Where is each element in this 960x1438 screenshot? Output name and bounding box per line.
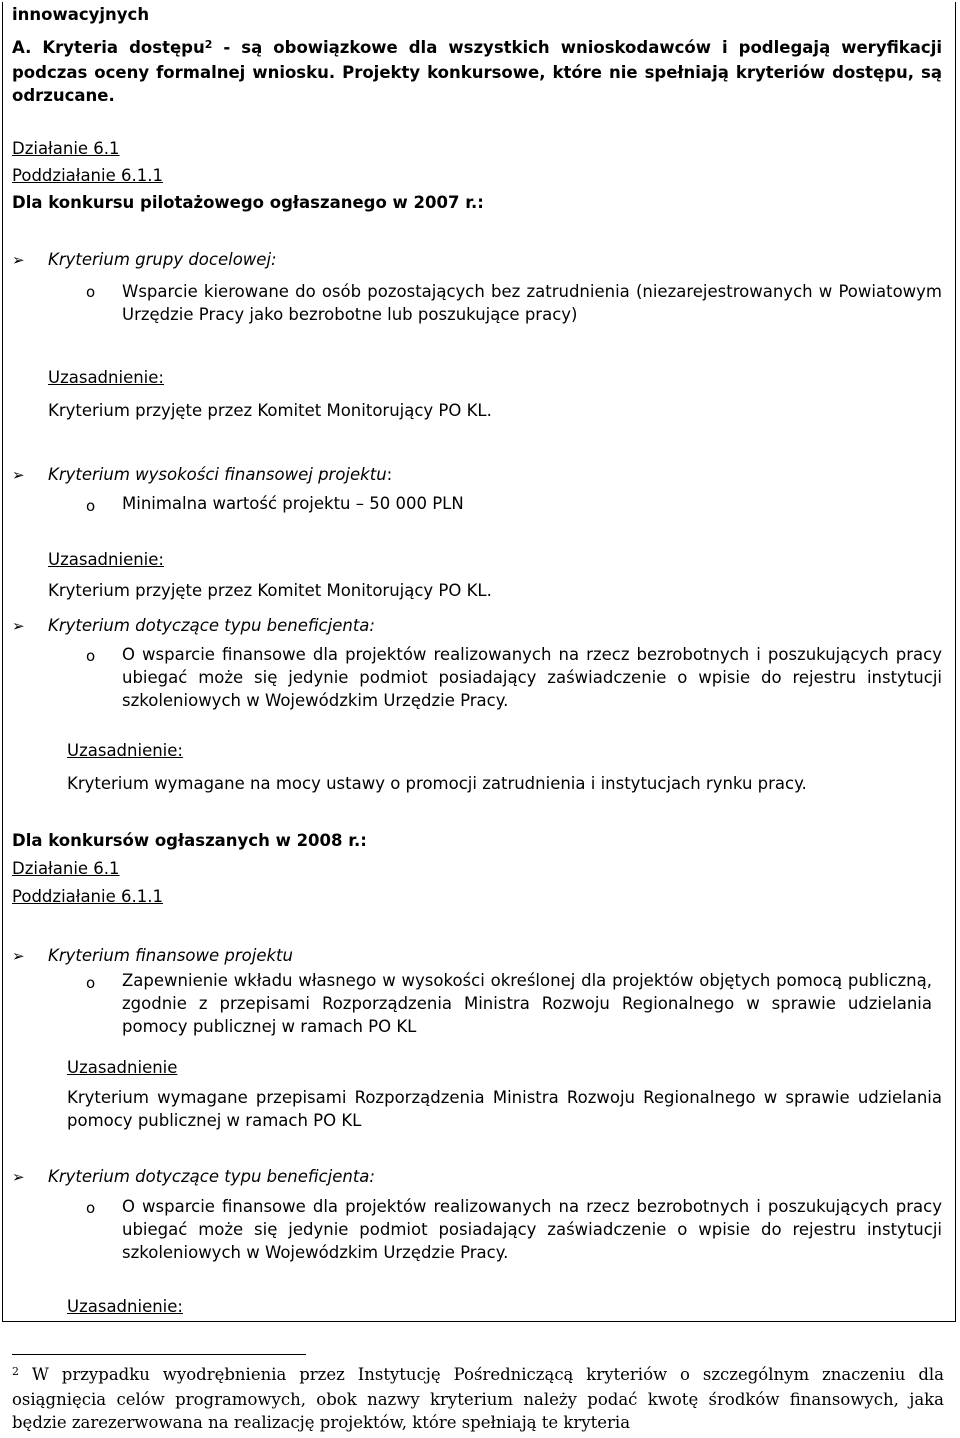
footnote-number: 2 [12, 1365, 19, 1378]
section-title-2008: Dla konkursów ogłaszanych w 2008 r.: [12, 831, 367, 850]
criterion-item-grupy-docelowej: Wsparcie kierowane do osób pozostających bez zatrudnienia (niezarejestrowanych w Powiatowym Urzędzie Pracy jako bezrobotne lub poszukujące pracy) [122, 282, 942, 324]
circle-bullet-icon: o [86, 974, 96, 992]
kryteria-dostepu-paragraph [12, 36, 942, 107]
uzasadnienie-label: Uzasadnienie: [67, 1297, 183, 1316]
criterion-title-typu-beneficjenta: Kryterium dotyczące typu beneficjenta: [48, 616, 375, 635]
criterion-title-wysokosci-finansowej: Kryterium wysokości finansowej projektu: [48, 465, 393, 484]
footnote-ref-2: 2 [204, 38, 213, 51]
criterion-item-wklad-wlasny: Zapewnienie wkładu własnego w wysokości określonej dla projektów objętych pomocą publiczną, zgodnie z przepisami Rozporządzenia Ministra Rozwoju Regionalnego w sprawie udzielania pomocy publicznej w ramach PO KL [122, 971, 932, 1036]
uzasadnienie-text: Kryterium wymagane na mocy ustawy o promocji zatrudnienia i instytucjach rynku pracy. [67, 774, 807, 793]
section-title-2007: Dla konkursu pilotażowego ogłaszanego w 2007 r.: [12, 193, 484, 212]
arrow-bullet-icon: ➢ [12, 251, 25, 269]
criterion-title-typu-beneficjenta: Kryterium dotyczące typu beneficjenta: [48, 1167, 375, 1186]
footnote-separator [12, 1354, 306, 1355]
uzasadnienie-label: Uzasadnienie [67, 1058, 178, 1077]
uzasadnienie-text: Kryterium wymagane przepisami Rozporządzenia Ministra Rozwoju Regionalnego w sprawie udzielania pomocy publicznej w ramach PO KL [67, 1088, 942, 1130]
criterion-title-grupy-docelowej: Kryterium grupy docelowej: [48, 250, 277, 269]
uzasadnienie-label: Uzasadnienie: [48, 368, 164, 387]
poddzialanie-label-2008: Poddziałanie 6.1.1 [12, 887, 163, 906]
criterion-item-typu-beneficjenta: O wsparcie finansowe dla projektów realizowanych na rzecz bezrobotnych i poszukujących pracy ubiegać może się jedynie podmiot posiadający zaświadczenie o wpisie do rejestru instytucji szkoleniowych w Wojewódzkim Urzędzie Pracy. [122, 645, 942, 710]
arrow-bullet-icon: ➢ [12, 1168, 25, 1186]
heading-innowacyjnych: innowacyjnych [12, 5, 150, 24]
poddzialanie-label-2007: Poddziałanie 6.1.1 [12, 166, 163, 185]
circle-bullet-icon: o [86, 497, 96, 515]
dzialanie-label-2007: Działanie 6.1 [12, 139, 120, 158]
circle-bullet-icon: o [86, 1199, 96, 1217]
criterion-item-minimalna-wartosc: Minimalna wartość projektu – 50 000 PLN [122, 494, 464, 513]
uzasadnienie-label: Uzasadnienie: [48, 550, 164, 569]
footnote [12, 1363, 944, 1434]
uzasadnienie-text: Kryterium przyjęte przez Komitet Monitorujący PO KL. [48, 401, 492, 420]
arrow-bullet-icon: ➢ [12, 947, 25, 965]
kryteria-dostepu-lead: A. Kryteria dostępu [12, 38, 205, 57]
circle-bullet-icon: o [86, 647, 96, 665]
uzasadnienie-label: Uzasadnienie: [67, 741, 183, 760]
circle-bullet-icon: o [86, 283, 96, 301]
footnote-text: W przypadku wyodrębnienia przez Instytucję Pośredniczącą kryteriów o szczególnym znaczeniu dla osiągnięcia celów programowych, obok nazwy kryterium należy podać kwotę środków finansowych, jaka będzie zarezerwowana na realizację projektów, które spełniają te kryteria [12, 1365, 945, 1432]
criterion-item-typu-beneficjenta: O wsparcie finansowe dla projektów realizowanych na rzecz bezrobotnych i poszukujących pracy ubiegać może się jedynie podmiot posiadający zaświadczenie o wpisie do rejestru instytucji szkoleniowych w Wojewódzkim Urzędzie Pracy. [122, 1197, 942, 1262]
kryteria-dostepu-body: - są obowiązkowe dla wszystkich wnioskodawców i podlegają weryfikacji podczas oceny formalnej wniosku. Projekty konkursowe, które nie spełniają kryteriów dostępu, są odrzucane. [12, 38, 942, 105]
arrow-bullet-icon: ➢ [12, 617, 25, 635]
uzasadnienie-text: Kryterium przyjęte przez Komitet Monitorujący PO KL. [48, 581, 492, 600]
dzialanie-label-2008: Działanie 6.1 [12, 859, 120, 878]
criterion-title-finansowe: Kryterium finansowe projektu [48, 946, 293, 965]
arrow-bullet-icon: ➢ [12, 466, 25, 484]
